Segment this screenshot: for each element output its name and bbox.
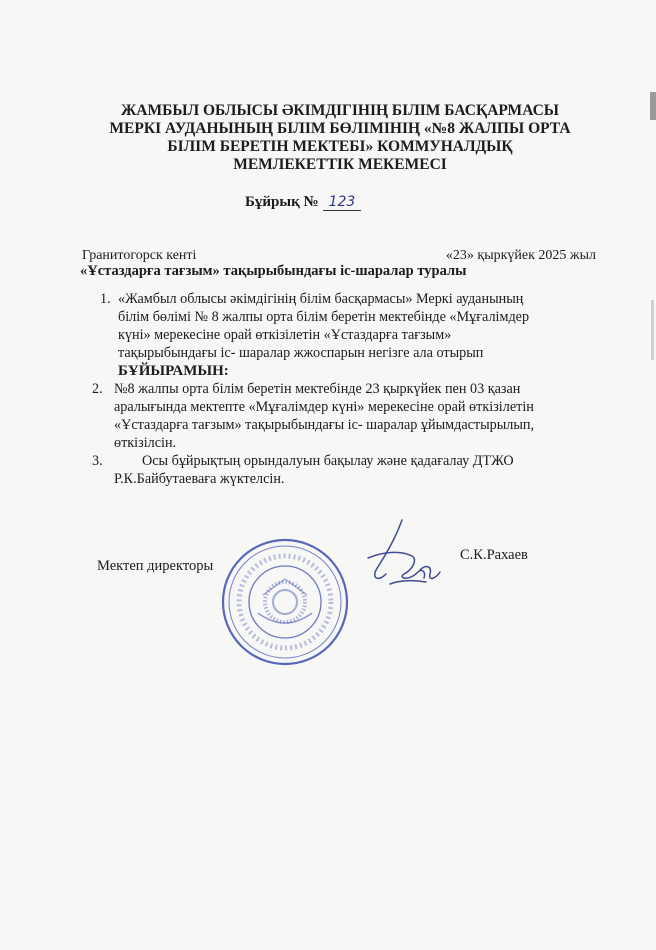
item-line: Р.К.Байбутаеваға жүктелсін. xyxy=(114,471,285,487)
item-line: тақырыбындағы іс- шаралар жжоспарын негізге ала отырып xyxy=(118,345,484,361)
item-line: «Ұстаздарға тағзым» тақырыбындағы іс- шаралар ұйымдастырылып, xyxy=(114,417,535,433)
order-body xyxy=(92,290,606,488)
header-line-4: МЕМЛЕКЕТТІК МЕКЕМЕСІ xyxy=(233,156,447,173)
place-name: Гранитогорск кенті xyxy=(82,248,197,263)
director-title: Мектеп директоры xyxy=(97,558,214,574)
official-seal xyxy=(218,535,352,669)
order-number: 123 xyxy=(323,194,362,211)
header-line-2: МЕРКІ АУДАНЫНЫҢ БІЛІМ БӨЛІМІНІҢ «№8 ЖАЛПЫ ОРТА xyxy=(109,120,571,137)
order-date: «23» қыркүйек 2025 жыл xyxy=(445,248,596,263)
item-line: Осы бұйрықтың орындалуын бақылау және қадағалау ДТЖО xyxy=(142,453,514,469)
item-line: өткізілсін. xyxy=(114,435,177,451)
list-item xyxy=(92,380,606,452)
item-number: 1. xyxy=(100,291,111,307)
item-number: 3. xyxy=(92,453,103,469)
item-line: №8 жалпы орта білім беретін мектебінде 23 қыркүйек пен 03 қазан xyxy=(114,381,521,397)
scan-edge-mark xyxy=(650,92,656,120)
item-line: білім бөлімі № 8 жалпы орта білім беретін мектебінде «Мұғалімдер xyxy=(118,309,530,325)
scan-edge-shadow xyxy=(651,300,654,360)
handwritten-signature xyxy=(360,512,450,612)
item-line: күні» мерекесіне орай өткізілетін «Ұстаздарға тағзым» xyxy=(118,327,452,343)
item-number: 2. xyxy=(92,381,103,397)
director-name: С.К.Рахаев xyxy=(460,547,528,563)
header-line-1: ЖАМБЫЛ ОБЛЫСЫ ӘКІМДІГІНІҢ БІЛІМ БАСҚАРМАСЫ xyxy=(120,102,560,119)
order-label: Бұйрық № xyxy=(245,194,319,210)
item-line: «Жамбыл облысы әкімдігінің білім басқармасы» Меркі ауданының xyxy=(118,291,524,307)
item-line: аралығында мектепте «Мұғалімдер күні» мерекесіне орай өткізілетін xyxy=(114,399,534,415)
order-title xyxy=(245,194,361,211)
organization-header xyxy=(70,102,610,174)
list-item xyxy=(92,452,606,488)
decree-word: БҰЙЫРАМЫН: xyxy=(118,363,229,379)
order-subject: «Ұстаздарға тағзым» тақырыбындағы іс-шаралар туралы xyxy=(80,263,467,279)
list-item xyxy=(96,290,606,362)
header-line-3: БІЛІМ БЕРЕТІН МЕКТЕБІ» КОММУНАЛДЫҚ xyxy=(167,138,513,155)
